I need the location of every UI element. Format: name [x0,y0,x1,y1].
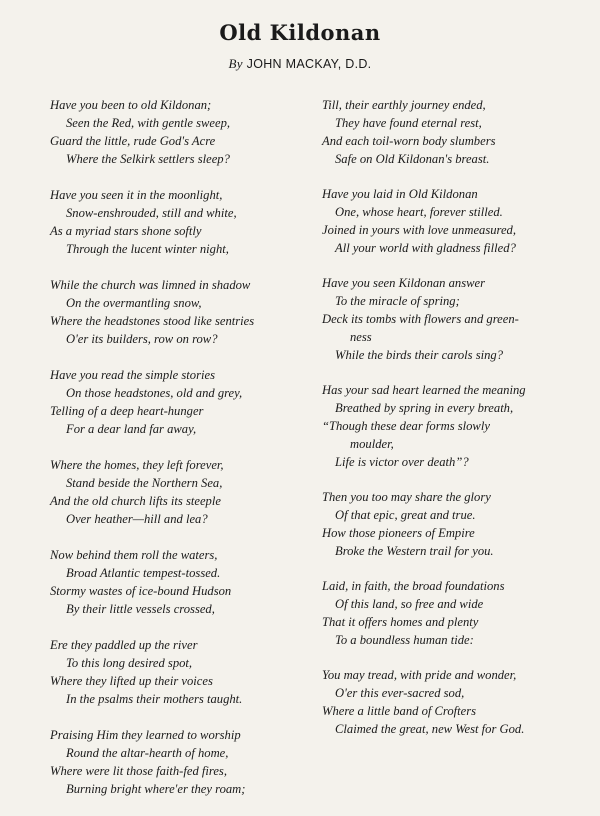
poem-line: While the church was limned in shadow [50,278,251,292]
poem-line: All your world with gladness filled? [335,241,516,255]
poem-line: Round the altar-hearth of home, [66,746,229,760]
poem-line: Till, their earthly journey ended, [322,98,486,112]
poem-line: Seen the Red, with gentle sweep, [66,116,231,130]
poem-line: Of that epic, great and true. [335,508,476,522]
poem-line: As a myriad stars shone softly [50,224,202,238]
stanza [322,577,590,649]
poem-line: Telling of a deep heart-hunger [50,404,204,418]
poem-line: Where the homes, they left forever, [50,458,224,472]
poem-line: One, whose heart, forever stilled. [335,205,503,219]
poem-line: On those headstones, old and grey, [66,386,243,400]
poem-line: Ere they paddled up the river [50,638,198,652]
poem-line: Snow-enshrouded, still and white, [66,206,237,220]
poem-line: Have you seen Kildonan answer [322,276,485,290]
poem-line: While the birds their carols sing? [335,348,504,362]
poem-line: O'er its builders, row on row? [66,332,218,346]
byline-author: JOHN MACKAY, D.D. [246,57,372,71]
poem-line: You may tread, with pride and wonder, [322,668,517,682]
stanza [50,636,312,708]
poem-line: Claimed the great, new West for God. [335,722,525,736]
poem-line: Stand beside the Northern Sea, [66,476,223,490]
poem-line: Safe on Old Kildonan's breast. [335,152,490,166]
poem-line: To a boundless human tide: [335,633,474,647]
poem-line: Where were lit those faith-fed fires, [50,764,227,778]
poem-line: Then you too may share the glory [322,490,491,504]
stanza [322,274,590,364]
poem-line: Have you read the simple stories [50,368,215,382]
stanza [50,96,312,168]
poem-line: Now behind them roll the waters, [50,548,218,562]
poem-line: Broke the Western trail for you. [335,544,494,558]
poem-line: And the old church lifts its steeple [50,494,221,508]
poem-line: Stormy wastes of ice-bound Hudson [50,584,232,598]
stanza [50,366,312,438]
poem-line: Praising Him they learned to worship [50,728,241,742]
poem-line: Where they lifted up their voices [50,674,213,688]
poem-line: Deck its tombs with flowers and green- [322,312,519,326]
stanza [50,726,312,798]
poem-line: For a dear land far away, [66,422,197,436]
poem-line: Where the headstones stood like sentries [50,314,255,328]
stanza [50,186,312,258]
poem-line: Joined in yours with love unmeasured, [322,223,517,237]
poem-title: Old Kildonan [219,20,381,45]
left-column [50,96,312,816]
poem-line: Of this land, so free and wide [335,597,484,611]
stanza [322,666,590,738]
poem-line: In the psalms their mothers taught. [66,692,243,706]
poem-line: Guard the little, rude God's Acre [50,134,216,148]
poem-line: And each toil-worn body slumbers [322,134,496,148]
right-column [322,96,590,755]
stanza [322,381,590,471]
poem-line: On the overmantling snow, [66,296,202,310]
stanza [322,488,590,560]
stanza [50,276,312,348]
poem-line: Have you seen it in the moonlight, [50,188,223,202]
stanza [50,456,312,528]
stanza [322,96,590,168]
poem-line: Where a little band of Crofters [322,704,477,718]
poem-line: moulder, [350,437,394,451]
poem-line: To the miracle of spring; [335,294,460,308]
poem-line: By their little vessels crossed, [66,602,215,616]
poem-line: Life is victor over death”? [335,455,469,469]
byline [0,56,600,72]
poem-line: O'er this ever-sacred sod, [335,686,465,700]
poem-line: Broad Atlantic tempest-tossed. [66,566,221,580]
poem-line: Have you been to old Kildonan; [50,98,212,112]
stanza [322,185,590,257]
poem-line: Have you laid in Old Kildonan [322,187,478,201]
poem-line: Through the lucent winter night, [66,242,229,256]
poem-line: Burning bright where'er they roam; [66,782,246,796]
poem-line: Over heather—hill and lea? [66,512,208,526]
poem-line: How those pioneers of Empire [322,526,475,540]
poem-line: ness [350,330,372,344]
poem-line: To this long desired spot, [66,656,193,670]
poem-line: “Though these dear forms slowly [322,419,490,433]
poem-line: Breathed by spring in every breath, [335,401,514,415]
poem-line: They have found eternal rest, [335,116,482,130]
byline-by: By [228,56,243,71]
poem-line: Has your sad heart learned the meaning [322,383,526,397]
poem-line: Where the Selkirk settlers sleep? [66,152,230,166]
poem-line: Laid, in faith, the broad foundations [322,579,505,593]
poem-line: That it offers homes and plenty [322,615,479,629]
stanza [50,546,312,618]
